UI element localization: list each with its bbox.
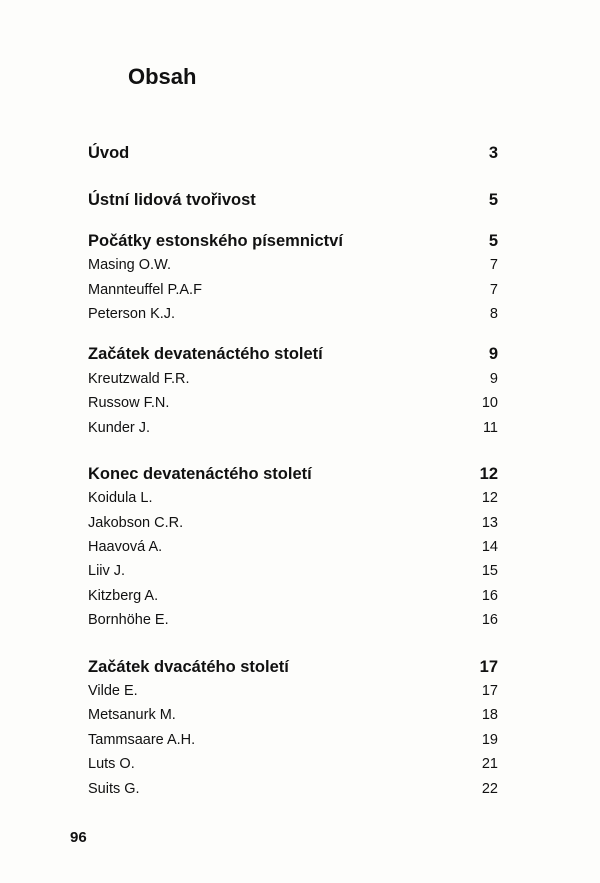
entry-title: Bornhöhe E. [88,612,169,629]
toc-section [88,141,498,165]
page-number: 96 [70,829,87,846]
toc-entry[interactable] [88,608,498,632]
entry-title: Koidula L. [88,490,153,507]
entry-title: Luts O. [88,756,135,773]
entry-title: Peterson K.J. [88,305,176,322]
toc-entry[interactable] [88,777,498,801]
toc-entry[interactable] [88,584,498,608]
page-ref: 5 [488,191,498,210]
page-ref: 15 [481,563,498,580]
toc-section-heading[interactable] [88,655,498,679]
toc-entry[interactable] [88,559,498,583]
toc-entry[interactable] [88,511,498,535]
page-ref: 11 [482,419,498,436]
section-title: Počátky estonského písemnictví [88,231,343,250]
page-ref: 12 [479,464,498,483]
page-ref: 9 [489,370,498,387]
toc-entry[interactable] [88,703,498,727]
entry-title: Russow F.N. [88,395,170,412]
entry-title: Vilde E. [88,683,138,700]
toc-section-heading[interactable] [88,229,498,253]
section-title: Úvod [88,144,130,162]
page-ref: 7 [489,257,498,274]
toc-entry[interactable] [88,416,498,440]
toc-section-heading[interactable] [88,141,498,165]
page-ref: 8 [489,305,498,322]
section-title: Začátek dvacátého století [88,657,289,676]
toc-section [88,462,498,633]
page-ref: 22 [481,780,498,797]
page-ref: 14 [481,539,498,556]
entry-title: Mannteuffel P.A.F [88,281,202,298]
entry-title: Kitzberg A. [88,587,159,604]
toc-section [88,229,498,327]
page-ref: 16 [481,587,498,604]
entry-title: Kreutzwald F.R. [88,370,190,387]
toc-entry[interactable] [88,302,498,326]
page-ref: 16 [481,612,498,629]
entry-title: Suits G. [88,780,140,797]
toc-entry[interactable] [88,535,498,559]
page-ref: 12 [481,490,498,507]
toc-section [88,655,498,801]
page-ref: 18 [481,707,498,724]
page-ref: 17 [479,657,498,676]
toc-entry[interactable] [88,486,498,510]
page-ref: 19 [481,731,498,748]
entry-title: Kunder J. [88,419,151,436]
section-title: Ústní lidová tvořivost [88,191,256,210]
page-ref: 9 [488,345,498,364]
toc-entry[interactable] [88,679,498,703]
section-title: Začátek devatenáctého století [88,345,323,364]
toc-section-heading[interactable] [88,188,498,212]
entry-title: Metsanurk M. [88,707,176,724]
toc-section-heading[interactable] [88,342,498,366]
page-ref: 21 [481,756,498,773]
toc-section-heading[interactable] [88,462,498,486]
page-ref: 3 [488,144,498,162]
entry-title: Liiv J. [88,563,126,580]
entry-title: Jakobson C.R. [88,514,184,531]
entry-title: Haavová A. [88,539,163,556]
toc-entry[interactable] [88,728,498,752]
page-ref: 5 [488,231,498,250]
section-title: Konec devatenáctého století [88,464,312,483]
table-of-contents [88,141,498,801]
entry-title: Masing O.W. [88,257,171,274]
toc-section [88,188,498,212]
page-ref: 13 [481,514,498,531]
entry-title: Tammsaare A.H. [88,731,196,748]
page-ref: 7 [489,281,498,298]
page-ref: 17 [481,683,498,700]
toc-entry[interactable] [88,278,498,302]
page-ref: 10 [481,395,498,412]
toc-entry[interactable] [88,391,498,415]
toc-entry[interactable] [88,253,498,277]
toc-section [88,342,498,440]
page-title: Obsah [128,64,197,89]
toc-entry[interactable] [88,367,498,391]
toc-entry[interactable] [88,752,498,776]
